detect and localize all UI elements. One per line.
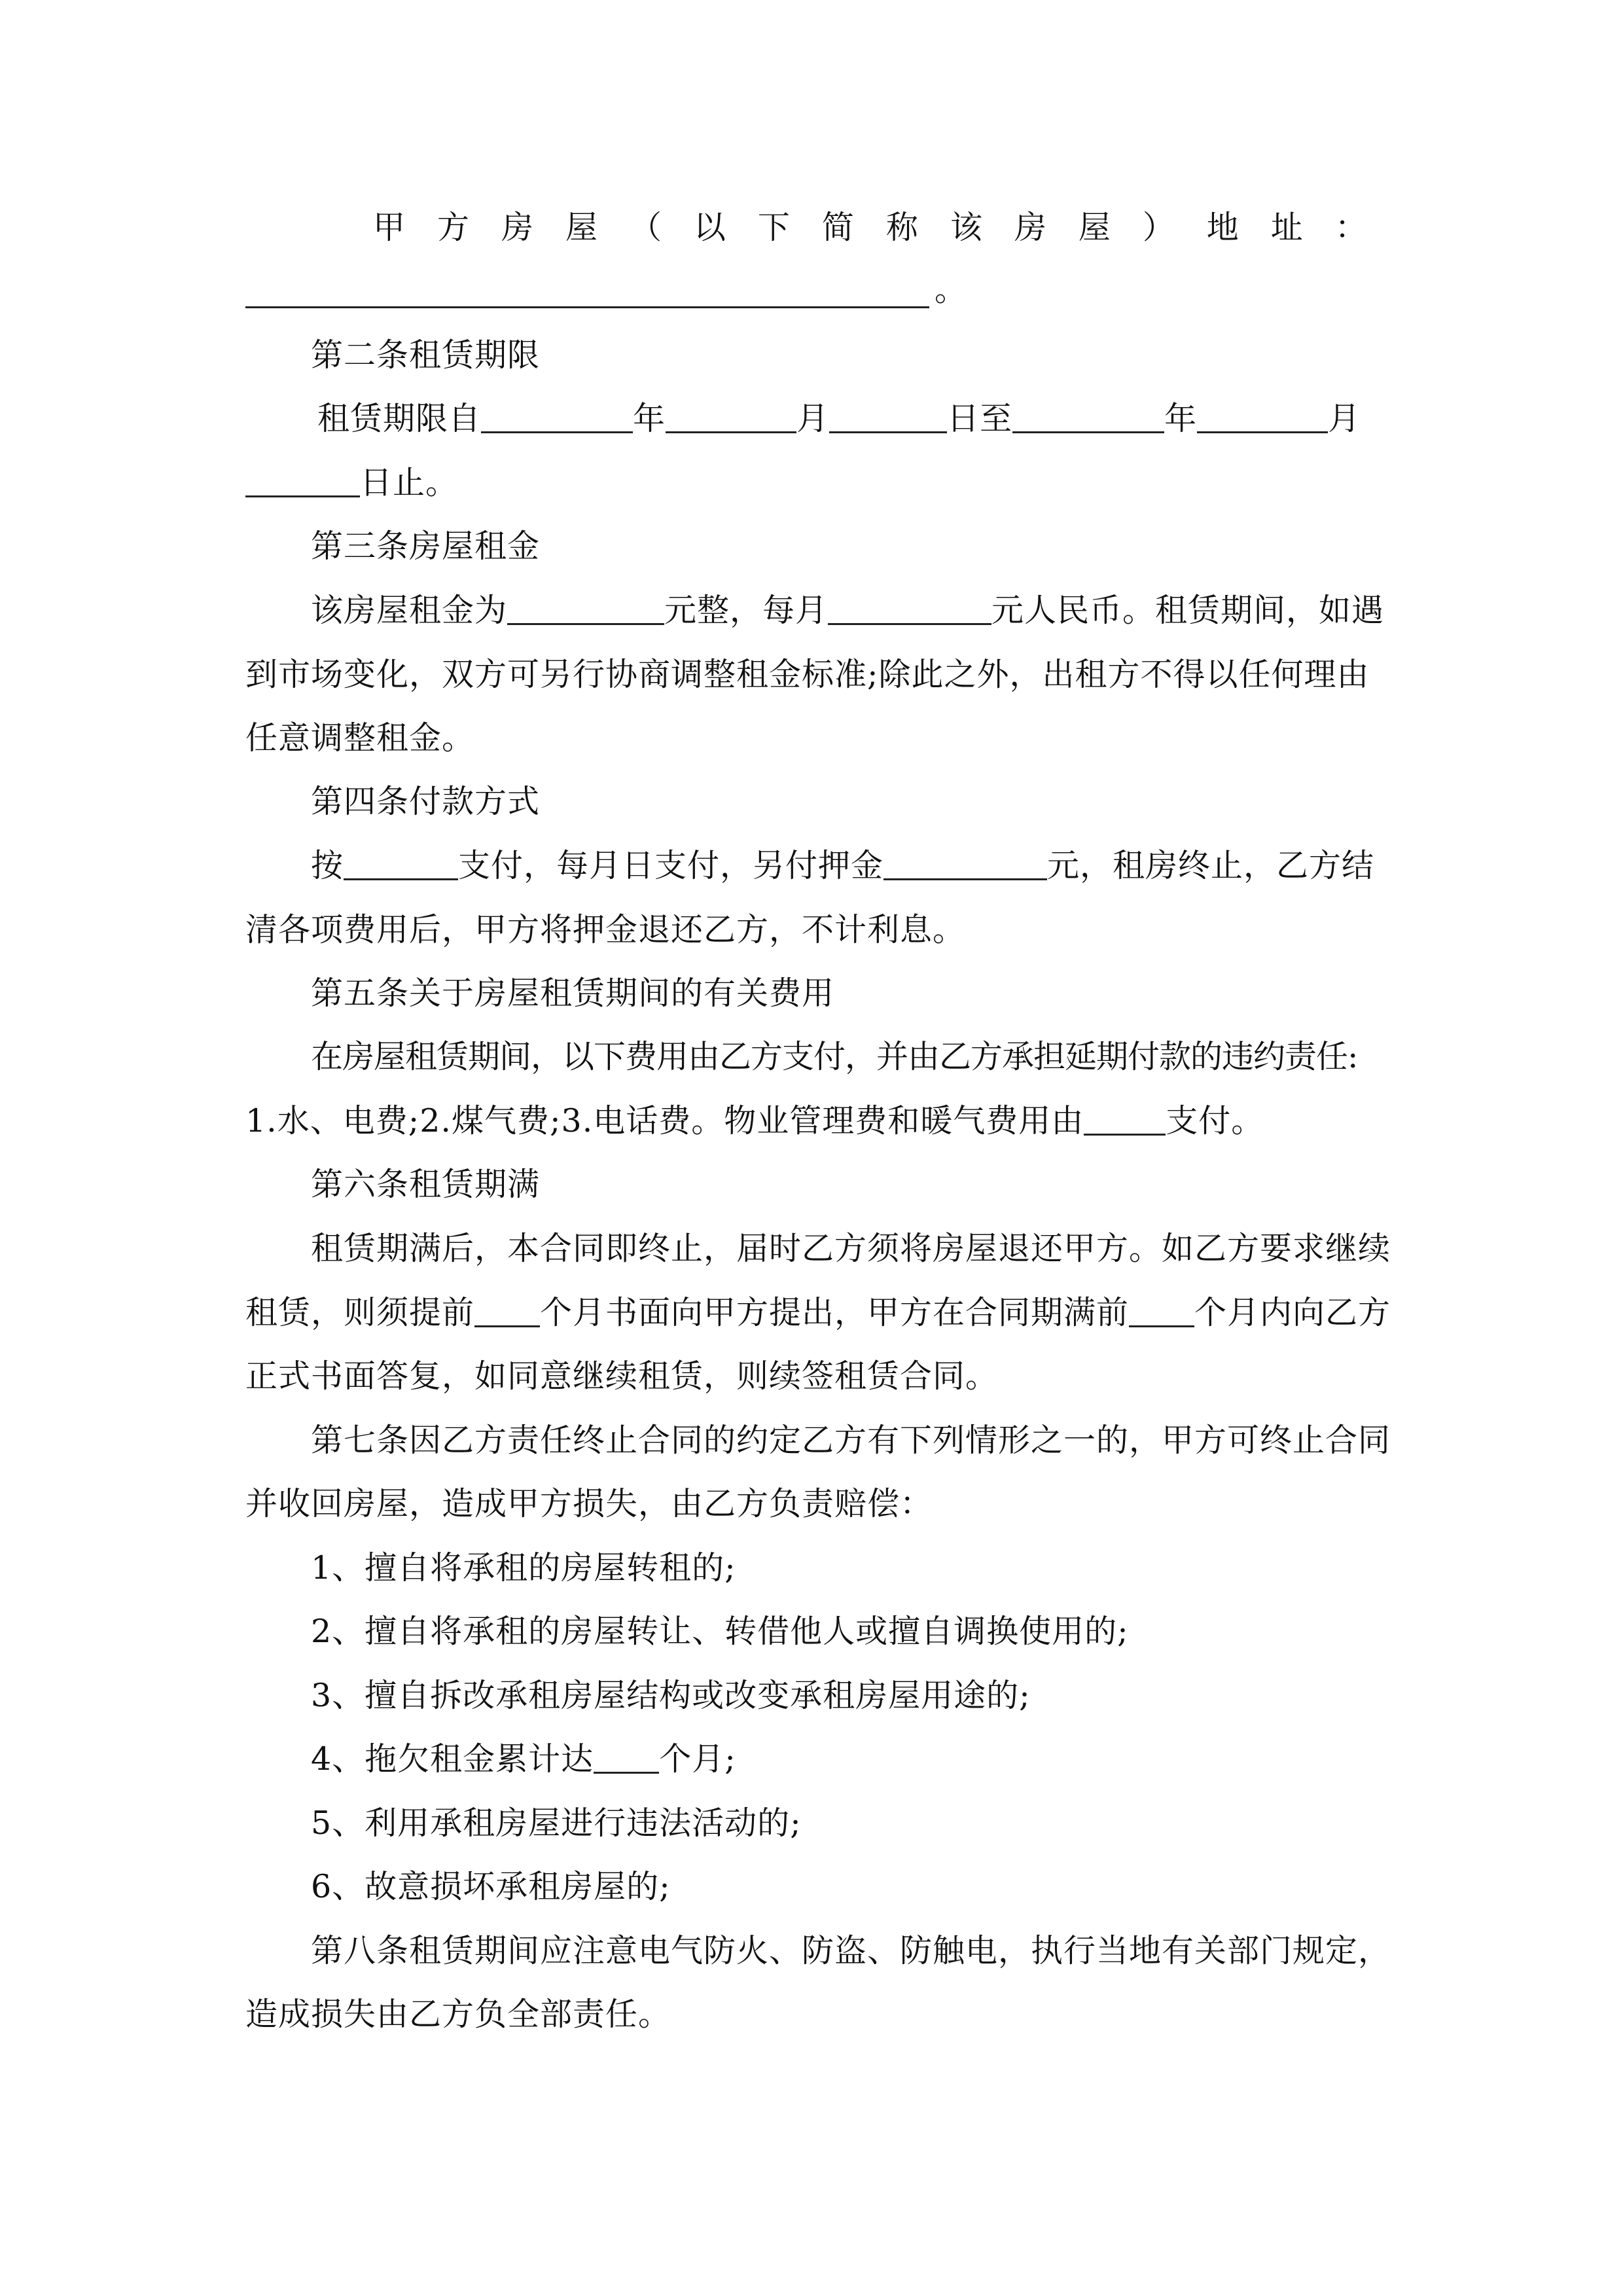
article-6-title: 第六条租赁期满 (311, 1166, 541, 1203)
article-7-item-3: 3、擅自拆改承租房屋结构或改变承租房屋用途的; (311, 1677, 1031, 1714)
address-char: 下 (757, 209, 801, 246)
article-5-line-2 (245, 1098, 1381, 1144)
text: 元，租房终止，乙方结 (1047, 847, 1375, 884)
text: 月 (1328, 400, 1361, 437)
text: 年 (1164, 400, 1198, 437)
address-char: 地 (1206, 209, 1250, 246)
article-4-title: 第四条付款方式 (311, 783, 541, 820)
address-char: 屋 (565, 209, 609, 246)
article-6-line-1: 租赁期满后，本合同即终止，届时乙方须将房屋退还甲方。如乙方要求继续 (311, 1230, 1391, 1267)
address-char: 屋 (1078, 209, 1122, 246)
text: 日至 (947, 400, 1013, 437)
article-2-title: 第二条租赁期限 (311, 336, 541, 374)
text: 租赁，则须提前 (245, 1294, 475, 1331)
article-2-line-2 (245, 460, 1381, 506)
blank-field (1129, 1293, 1194, 1327)
article-4-line-1 (311, 843, 1381, 889)
address-char: 称 (885, 209, 929, 246)
article-8-line-1: 第八条租赁期间应注意电气防火、防盗、防触电，执行当地有关部门规定， (311, 1932, 1391, 1969)
text: 支付，每月日支付，另付押金 (458, 847, 884, 884)
article-7-item-2: 2、擅自将承租的房屋转让、转借他人或擅自调换使用的; (311, 1613, 1129, 1650)
text: 月 (796, 400, 830, 437)
article-2-line-1 (317, 396, 1381, 442)
blank-field (481, 399, 633, 433)
address-char: 甲 (373, 209, 416, 246)
text: 个月; (659, 1740, 736, 1778)
text: 1.水、电费;2.煤气费;3.电话费。物业管理费和暖气费用由 (245, 1102, 1084, 1139)
text: 元整，每月 (664, 592, 829, 629)
text: 按 (311, 847, 344, 884)
text: 元人民币。租赁期间，如遇 (991, 592, 1385, 629)
blank-field (344, 846, 458, 880)
address-char: ： (1334, 209, 1368, 246)
article-7-item-6: 6、故意损坏承租房屋的; (311, 1868, 671, 1905)
article-7-item-4 (311, 1736, 1381, 1782)
blank-field (1197, 399, 1328, 433)
article-6-line-2 (245, 1290, 1391, 1336)
article-7-line-1: 第七条因乙方责任终止合同的约定乙方有下列情形之一的，甲方可终止合同 (311, 1422, 1391, 1459)
address-blank (245, 306, 929, 308)
address-char: 该 (950, 209, 993, 246)
article-3-line-1 (311, 588, 1385, 634)
text: 个月书面向甲方提出，甲方在合同期满前 (540, 1294, 1130, 1331)
text: 日止。 (360, 464, 459, 501)
text: 该房屋租金为 (311, 592, 508, 629)
blank-field (474, 1293, 540, 1327)
blank-field (1012, 399, 1164, 433)
text: 4、拖欠租金累计达 (311, 1740, 594, 1778)
blank-field (245, 463, 360, 497)
text: 个月内向乙方 (1194, 1294, 1391, 1331)
blank-field (828, 590, 991, 625)
address-char: （ (629, 209, 673, 246)
address-char: 简 (821, 209, 865, 246)
article-7-line-2: 并收回房屋，造成甲方损失，由乙方负责赔偿： (245, 1485, 933, 1522)
article-5-line-1: 在房屋租赁期间，以下费用由乙方支付，并由乙方承担延期付款的违约责任: (311, 1038, 1358, 1075)
address-line (373, 205, 1368, 251)
blank-field (594, 1739, 659, 1774)
article-8-line-2: 造成损失由乙方负全部责任。 (245, 1996, 671, 2033)
blank-field (883, 846, 1047, 880)
article-6-line-3: 正式书面答复，如同意继续租赁，则续签租赁合同。 (245, 1357, 999, 1395)
article-7-item-5: 5、利用承租房屋进行违法活动的; (311, 1804, 802, 1842)
address-char: 址 (1270, 209, 1314, 246)
blank-field (1084, 1101, 1166, 1136)
article-3-line-3: 任意调整租金。 (245, 719, 475, 757)
article-3-line-2: 到市场变化，双方可另行协商调整租金标准;除此之外，出租方不得以任何理由 (245, 656, 1370, 693)
blank-field (829, 399, 947, 433)
text: 支付。 (1166, 1102, 1264, 1139)
article-7-item-1: 1、擅自将承租的房屋转租的; (311, 1549, 736, 1587)
address-char: 房 (1014, 209, 1058, 246)
article-3-title: 第三条房屋租金 (311, 528, 541, 565)
text: 租赁期限自 (317, 400, 482, 437)
text: 年 (633, 400, 666, 437)
address-char: 以 (693, 209, 737, 246)
blank-field (666, 399, 796, 433)
article-5-title: 第五条关于房屋租赁期间的有关费用 (311, 975, 835, 1012)
address-char: 房 (501, 209, 544, 246)
address-char: ） (1142, 209, 1186, 246)
address-char: 方 (437, 209, 480, 246)
blank-field (507, 590, 664, 625)
address-end: 。 (935, 271, 967, 308)
article-4-line-2: 清各项费用后，甲方将押金退还乙方，不计利息。 (245, 911, 966, 948)
